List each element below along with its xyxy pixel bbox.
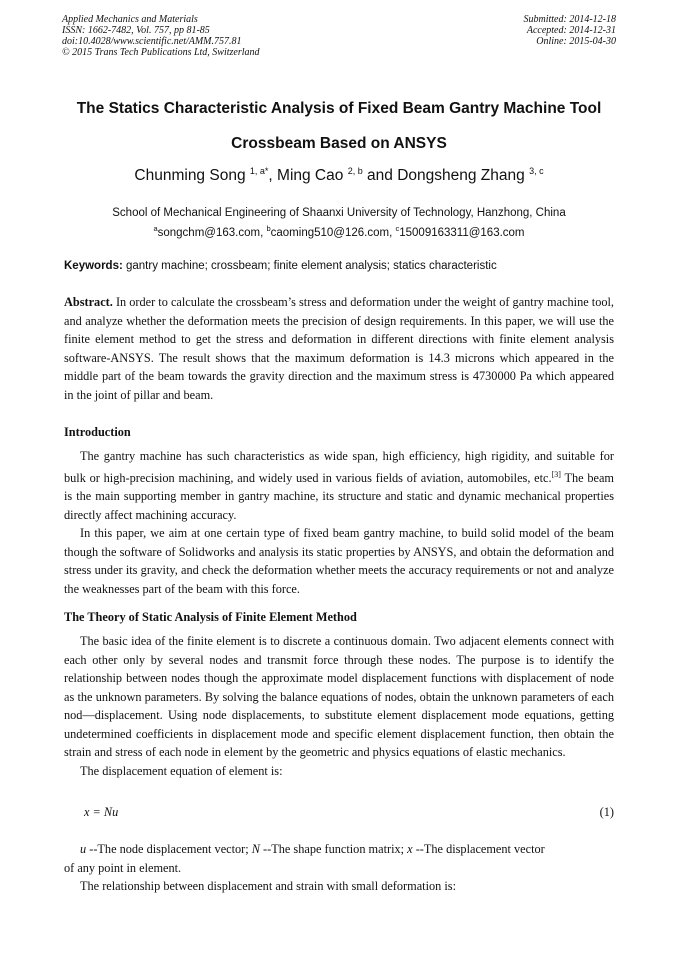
author-3: Dongsheng Zhang	[397, 167, 525, 185]
email-c[interactable]: 15009163311@163.com	[399, 226, 525, 239]
accepted-date: Accepted: 2014-12-31	[526, 25, 616, 36]
email-b[interactable]: caoming510@126.com,	[270, 226, 393, 239]
doi-link[interactable]: doi:10.4028/www.scientific.net/AMM.757.81	[62, 36, 242, 47]
keywords	[64, 260, 614, 272]
introduction-body	[64, 447, 614, 598]
title-line-2: Crossbeam Based on ANSYS	[231, 135, 447, 152]
affiliation-block	[20, 205, 658, 241]
theory-paragraph-2: The displacement equation of element is:	[80, 763, 283, 778]
theory-paragraph-1: The basic idea of the finite element is to discrete a continuous domain. Two adjacent elements connect with each other only by several nodes and transmit force through these nodes. The purpose is to identify the relationship between nodes though the approximate model displacement functions with displacement of node as the unknown parameters. By solving the balance equations of nodes, obtain the unknown parameters of each nod—displacement. Using node displacements, to substitute element displacement mode equations, getting undetermined coefficients in displacement mode and specific element displacement function, then obtain the strain and stress of each node in element by the geometric and physics equations of elastic mechanics.	[64, 634, 614, 759]
header-right	[524, 14, 617, 47]
equation-body: x = Nu	[84, 805, 119, 819]
online-date: Online: 2015-04-30	[536, 36, 616, 47]
equation-1	[84, 805, 614, 820]
symbol-x: x	[407, 842, 413, 856]
intro-paragraph-1: The gantry machine has such characteristics as wide span, high efficiency, high rigidity, and suitable for bulk or high-precision machining, and widely used in various fields of aviation, automobiles, etc.[3] The beam is the main supporting member in gantry machine, its structure and static and dynamic mechanical properties directly affect machining accuracy.	[64, 449, 614, 522]
definitions-tail: of any point in element.	[64, 860, 182, 875]
citation-ref[interactable]: [3]	[551, 469, 561, 479]
email-list: $^a$songchm@163.com, $^b$caoming510@126.com, $^c$15009163311@163.com	[153, 224, 525, 239]
author-1-affil: 1, a*	[249, 166, 269, 176]
submitted-date: Submitted: 2014-12-18	[523, 14, 616, 25]
author-1: Chunming Song	[134, 167, 246, 185]
abstract-text: In order to calculate the crossbeam’s stress and deformation under the weight of gantry machine tool, and analyze whether the deformation meets the precision of design requirements. In this paper, we will use the finite element method to get the stress and deformation in different directions with finite element analysis software-ANSYS. The result shows that the maximum deformation is 14.3 microns which appeared in the middle part of the beam towards the gravity direction and the maximum stress is 4730000 Pa which appeared in the joint of pillar and beam.	[64, 295, 614, 402]
author-2-affil: 2, b	[347, 166, 363, 176]
theory-paragraph-3: The relationship between displacement and strain with small deformation is:	[80, 879, 456, 893]
intro-paragraph-2: In this paper, we aim at one certain type of fixed beam gantry machine, to build solid model of the beam though the software of Solidworks and analysis its static properties by ANSYS, and obtain the deformation and stress under its gravity, and check the deformation whether meets the accuracy requirements or not and analyze the weaknesses part of the beam with this force.	[64, 526, 614, 596]
equation-definitions	[64, 840, 614, 896]
affiliation-school: School of Mechanical Engineering of Shaanxi University of Technology, Hanzhong, China	[112, 207, 566, 219]
title-line-1: The Statics Characteristic Analysis of Fixed Beam Gantry Machine Tool	[76, 100, 602, 117]
section-heading-theory: The Theory of Static Analysis of Finite Element Method	[64, 610, 357, 624]
theory-body	[64, 632, 614, 780]
author-list: Chunming Song $^{1, a*}$, Ming Cao $^{2, b}$ and Dongsheng Zhang $^{3, c}$	[134, 166, 544, 185]
abstract-label: Abstract.	[64, 295, 113, 309]
author-2: Ming Cao	[277, 167, 344, 185]
header-left	[62, 14, 260, 58]
author-3-affil: 3, c	[529, 166, 544, 176]
abstract	[64, 293, 614, 404]
copyright: © 2015 Trans Tech Publications Ltd, Switzerland	[62, 47, 260, 58]
definitions-line: u --The node displacement vector; N --The shape function matrix; x --The displacement vector	[80, 842, 545, 856]
symbol-N: N	[251, 842, 260, 856]
author-connector: and	[367, 167, 393, 185]
symbol-u: u	[80, 842, 87, 856]
email-a[interactable]: songchm@163.com,	[157, 226, 264, 239]
keywords-text: gantry machine; crossbeam; finite element analysis; statics characteristic	[126, 260, 497, 272]
keywords-label: Keywords:	[64, 260, 123, 272]
issn-info: ISSN: 1662-7482, Vol. 757, pp 81-85	[62, 25, 210, 36]
equation-number: (1)	[599, 805, 614, 819]
journal-name: Applied Mechanics and Materials	[62, 14, 198, 25]
paper-title	[40, 91, 638, 161]
section-heading-introduction: Introduction	[64, 425, 131, 439]
